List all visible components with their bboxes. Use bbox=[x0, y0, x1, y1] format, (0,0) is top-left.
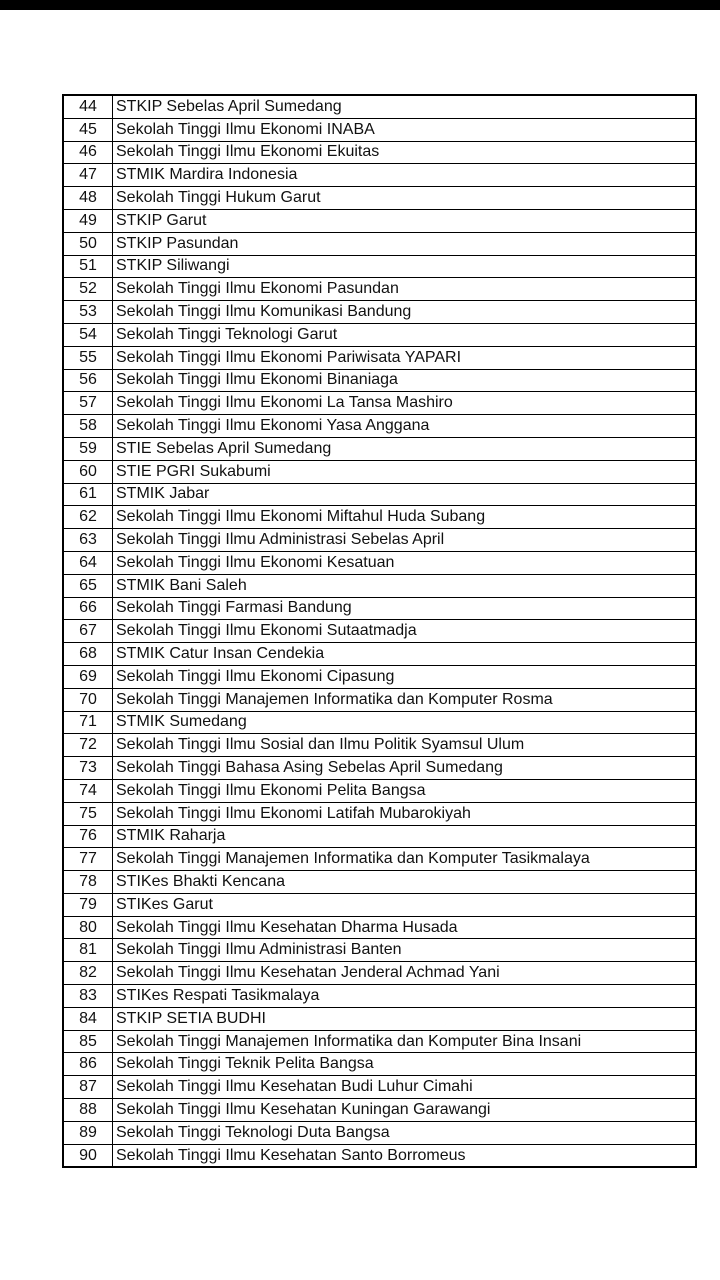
row-number: 90 bbox=[63, 1144, 113, 1167]
table-row bbox=[63, 483, 696, 506]
institution-name: STMIK Sumedang bbox=[113, 711, 697, 734]
table-row bbox=[63, 962, 696, 985]
row-number: 52 bbox=[63, 278, 113, 301]
row-number: 48 bbox=[63, 187, 113, 210]
institution-name: STKIP Siliwangi bbox=[113, 255, 697, 278]
table-row bbox=[63, 301, 696, 324]
institution-name: STMIK Raharja bbox=[113, 825, 697, 848]
table-body bbox=[63, 95, 696, 1167]
institution-name: STMIK Jabar bbox=[113, 483, 697, 506]
institution-name: Sekolah Tinggi Ilmu Ekonomi Miftahul Huda Subang bbox=[113, 506, 697, 529]
institution-name: Sekolah Tinggi Ilmu Administrasi Banten bbox=[113, 939, 697, 962]
institution-name: Sekolah Tinggi Ilmu Ekonomi INABA bbox=[113, 118, 697, 141]
institution-name: Sekolah Tinggi Teknologi Garut bbox=[113, 323, 697, 346]
row-number: 76 bbox=[63, 825, 113, 848]
institution-name: Sekolah Tinggi Ilmu Ekonomi Pariwisata YAPARI bbox=[113, 346, 697, 369]
row-number: 88 bbox=[63, 1099, 113, 1122]
institution-name: Sekolah Tinggi Bahasa Asing Sebelas April Sumedang bbox=[113, 757, 697, 780]
row-number: 84 bbox=[63, 1007, 113, 1030]
table-row bbox=[63, 209, 696, 232]
table-row bbox=[63, 939, 696, 962]
table-row bbox=[63, 1099, 696, 1122]
row-number: 65 bbox=[63, 574, 113, 597]
row-number: 71 bbox=[63, 711, 113, 734]
institution-name: Sekolah Tinggi Ilmu Komunikasi Bandung bbox=[113, 301, 697, 324]
table-row bbox=[63, 437, 696, 460]
table-row bbox=[63, 1007, 696, 1030]
table-row bbox=[63, 232, 696, 255]
institution-name: Sekolah Tinggi Ilmu Ekonomi La Tansa Mashiro bbox=[113, 392, 697, 415]
row-number: 60 bbox=[63, 460, 113, 483]
row-number: 66 bbox=[63, 597, 113, 620]
institution-name: Sekolah Tinggi Ilmu Ekonomi Pasundan bbox=[113, 278, 697, 301]
row-number: 56 bbox=[63, 369, 113, 392]
row-number: 83 bbox=[63, 985, 113, 1008]
row-number: 74 bbox=[63, 779, 113, 802]
institution-name: STMIK Catur Insan Cendekia bbox=[113, 643, 697, 666]
table-row bbox=[63, 1144, 696, 1167]
row-number: 49 bbox=[63, 209, 113, 232]
row-number: 57 bbox=[63, 392, 113, 415]
row-number: 70 bbox=[63, 688, 113, 711]
table-row bbox=[63, 734, 696, 757]
row-number: 69 bbox=[63, 665, 113, 688]
institution-name: Sekolah Tinggi Manajemen Informatika dan Komputer Tasikmalaya bbox=[113, 848, 697, 871]
institution-name: STIKes Respati Tasikmalaya bbox=[113, 985, 697, 1008]
institution-name: Sekolah Tinggi Farmasi Bandung bbox=[113, 597, 697, 620]
table-row bbox=[63, 460, 696, 483]
table-row bbox=[63, 392, 696, 415]
table-row bbox=[63, 255, 696, 278]
row-number: 59 bbox=[63, 437, 113, 460]
institution-name: Sekolah Tinggi Manajemen Informatika dan Komputer Rosma bbox=[113, 688, 697, 711]
row-number: 87 bbox=[63, 1076, 113, 1099]
institution-name: Sekolah Tinggi Hukum Garut bbox=[113, 187, 697, 210]
row-number: 45 bbox=[63, 118, 113, 141]
row-number: 86 bbox=[63, 1053, 113, 1076]
institution-name: STIE PGRI Sukabumi bbox=[113, 460, 697, 483]
row-number: 63 bbox=[63, 529, 113, 552]
row-number: 89 bbox=[63, 1121, 113, 1144]
table-row bbox=[63, 346, 696, 369]
row-number: 47 bbox=[63, 164, 113, 187]
institution-name: Sekolah Tinggi Teknologi Duta Bangsa bbox=[113, 1121, 697, 1144]
row-number: 72 bbox=[63, 734, 113, 757]
institution-name: Sekolah Tinggi Ilmu Ekonomi Cipasung bbox=[113, 665, 697, 688]
institution-table bbox=[62, 94, 697, 1168]
row-number: 64 bbox=[63, 551, 113, 574]
table-row bbox=[63, 1053, 696, 1076]
table-row bbox=[63, 597, 696, 620]
table-row bbox=[63, 1076, 696, 1099]
institution-name: STKIP Garut bbox=[113, 209, 697, 232]
table-row bbox=[63, 415, 696, 438]
table-row bbox=[63, 187, 696, 210]
row-number: 73 bbox=[63, 757, 113, 780]
table-row bbox=[63, 574, 696, 597]
row-number: 78 bbox=[63, 871, 113, 894]
table-row bbox=[63, 278, 696, 301]
institution-name: STMIK Mardira Indonesia bbox=[113, 164, 697, 187]
table-row bbox=[63, 369, 696, 392]
table-row bbox=[63, 757, 696, 780]
table-row bbox=[63, 141, 696, 164]
institution-name: Sekolah Tinggi Ilmu Ekonomi Binaniaga bbox=[113, 369, 697, 392]
row-number: 75 bbox=[63, 802, 113, 825]
institution-name: Sekolah Tinggi Ilmu Ekonomi Yasa Anggana bbox=[113, 415, 697, 438]
table-row bbox=[63, 802, 696, 825]
status-bar bbox=[0, 0, 720, 10]
row-number: 44 bbox=[63, 95, 113, 118]
table-row bbox=[63, 118, 696, 141]
row-number: 51 bbox=[63, 255, 113, 278]
row-number: 85 bbox=[63, 1030, 113, 1053]
row-number: 58 bbox=[63, 415, 113, 438]
institution-name: STIKes Garut bbox=[113, 893, 697, 916]
table-row bbox=[63, 323, 696, 346]
table-row bbox=[63, 1121, 696, 1144]
row-number: 79 bbox=[63, 893, 113, 916]
institution-name: Sekolah Tinggi Ilmu Administrasi Sebelas April bbox=[113, 529, 697, 552]
table-row bbox=[63, 985, 696, 1008]
table-row bbox=[63, 779, 696, 802]
institution-name: Sekolah Tinggi Ilmu Sosial dan Ilmu Politik Syamsul Ulum bbox=[113, 734, 697, 757]
institution-name: Sekolah Tinggi Ilmu Ekonomi Pelita Bangsa bbox=[113, 779, 697, 802]
row-number: 50 bbox=[63, 232, 113, 255]
row-number: 68 bbox=[63, 643, 113, 666]
institution-name: STIE Sebelas April Sumedang bbox=[113, 437, 697, 460]
table-row bbox=[63, 893, 696, 916]
institution-name: STKIP SETIA BUDHI bbox=[113, 1007, 697, 1030]
institution-name: Sekolah Tinggi Ilmu Kesehatan Jenderal Achmad Yani bbox=[113, 962, 697, 985]
row-number: 82 bbox=[63, 962, 113, 985]
row-number: 54 bbox=[63, 323, 113, 346]
institution-name: STIKes Bhakti Kencana bbox=[113, 871, 697, 894]
row-number: 77 bbox=[63, 848, 113, 871]
table-row bbox=[63, 643, 696, 666]
table-row bbox=[63, 916, 696, 939]
institution-name: STKIP Sebelas April Sumedang bbox=[113, 95, 697, 118]
table-row bbox=[63, 848, 696, 871]
institution-name: Sekolah Tinggi Ilmu Kesehatan Dharma Husada bbox=[113, 916, 697, 939]
institution-name: Sekolah Tinggi Ilmu Kesehatan Kuningan Garawangi bbox=[113, 1099, 697, 1122]
institution-name: Sekolah Tinggi Teknik Pelita Bangsa bbox=[113, 1053, 697, 1076]
table-row bbox=[63, 164, 696, 187]
table-row bbox=[63, 529, 696, 552]
row-number: 80 bbox=[63, 916, 113, 939]
table-row bbox=[63, 1030, 696, 1053]
institution-name: Sekolah Tinggi Ilmu Ekonomi Sutaatmadja bbox=[113, 620, 697, 643]
institution-name: Sekolah Tinggi Ilmu Kesehatan Santo Borromeus bbox=[113, 1144, 697, 1167]
table-row bbox=[63, 620, 696, 643]
table-row bbox=[63, 506, 696, 529]
institution-name: Sekolah Tinggi Ilmu Ekonomi Kesatuan bbox=[113, 551, 697, 574]
institution-name: Sekolah Tinggi Ilmu Ekonomi Ekuitas bbox=[113, 141, 697, 164]
row-number: 81 bbox=[63, 939, 113, 962]
row-number: 62 bbox=[63, 506, 113, 529]
institution-name: STKIP Pasundan bbox=[113, 232, 697, 255]
table-row bbox=[63, 711, 696, 734]
institution-name: Sekolah Tinggi Ilmu Ekonomi Latifah Mubarokiyah bbox=[113, 802, 697, 825]
row-number: 67 bbox=[63, 620, 113, 643]
table-row bbox=[63, 871, 696, 894]
institution-name: Sekolah Tinggi Ilmu Kesehatan Budi Luhur Cimahi bbox=[113, 1076, 697, 1099]
table-row bbox=[63, 688, 696, 711]
table-row bbox=[63, 665, 696, 688]
table-row bbox=[63, 825, 696, 848]
institution-name: Sekolah Tinggi Manajemen Informatika dan Komputer Bina Insani bbox=[113, 1030, 697, 1053]
row-number: 61 bbox=[63, 483, 113, 506]
row-number: 53 bbox=[63, 301, 113, 324]
table-row bbox=[63, 95, 696, 118]
table-row bbox=[63, 551, 696, 574]
institution-name: STMIK Bani Saleh bbox=[113, 574, 697, 597]
row-number: 55 bbox=[63, 346, 113, 369]
row-number: 46 bbox=[63, 141, 113, 164]
